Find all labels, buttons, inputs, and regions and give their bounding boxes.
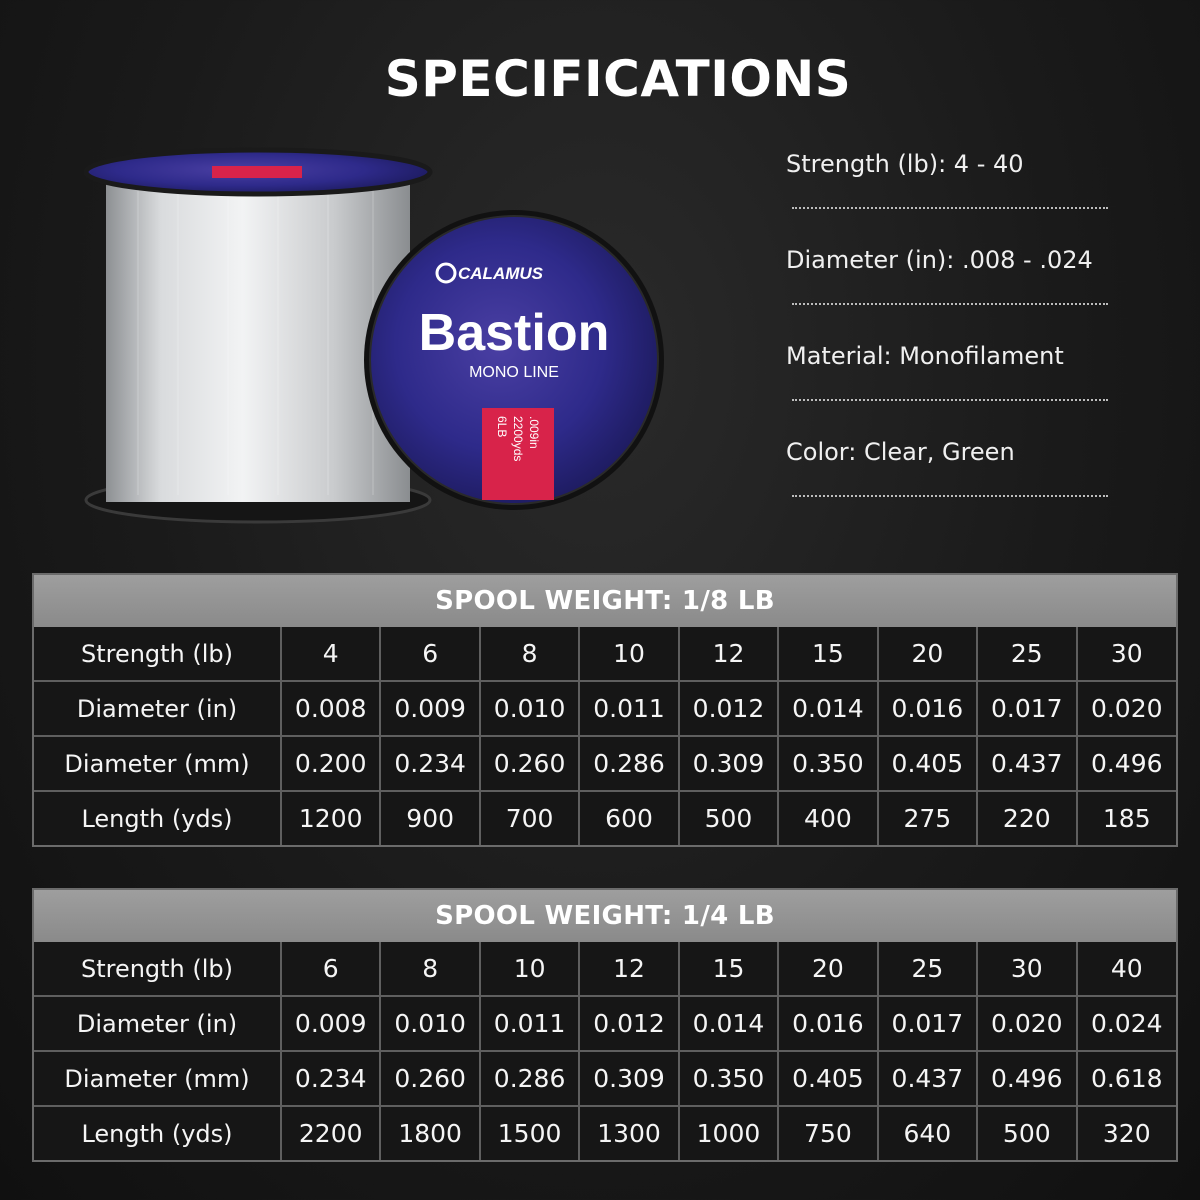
table-cell: 0.405 bbox=[778, 1051, 877, 1106]
table-cell: 0.017 bbox=[977, 681, 1076, 736]
spec-list bbox=[786, 150, 1116, 534]
table-header: SPOOL WEIGHT: 1/4 LB bbox=[34, 890, 1176, 942]
table-cell: 0.286 bbox=[480, 1051, 579, 1106]
table-cell: 500 bbox=[977, 1106, 1076, 1160]
spool-table-quarter-lb bbox=[32, 888, 1178, 1162]
row-label: Length (yds) bbox=[34, 791, 281, 845]
table-cell: 0.016 bbox=[878, 681, 977, 736]
row-label: Diameter (in) bbox=[34, 681, 281, 736]
table-cell: 25 bbox=[977, 627, 1076, 681]
table-row bbox=[34, 627, 1176, 681]
table-row bbox=[34, 1106, 1176, 1160]
table-cell: 0.437 bbox=[977, 736, 1076, 791]
table-cell: 0.011 bbox=[579, 681, 678, 736]
table-cell: 10 bbox=[480, 942, 579, 996]
table-row bbox=[34, 942, 1176, 996]
table-cell: 15 bbox=[679, 942, 778, 996]
table-row bbox=[34, 996, 1176, 1051]
table-cell: 185 bbox=[1077, 791, 1177, 845]
table-cell: 8 bbox=[480, 627, 579, 681]
table-cell: 0.234 bbox=[281, 1051, 380, 1106]
table-cell: 220 bbox=[977, 791, 1076, 845]
table-cell: 0.011 bbox=[480, 996, 579, 1051]
spec-item-diameter bbox=[786, 246, 1116, 342]
table-cell: 0.017 bbox=[878, 996, 977, 1051]
table-cell: 0.405 bbox=[878, 736, 977, 791]
table-cell: 0.350 bbox=[778, 736, 877, 791]
table-cell: 1500 bbox=[480, 1106, 579, 1160]
row-label: Strength (lb) bbox=[34, 627, 281, 681]
table-cell: 0.012 bbox=[679, 681, 778, 736]
table-cell: 400 bbox=[778, 791, 877, 845]
table-cell: 0.014 bbox=[679, 996, 778, 1051]
table-cell: 320 bbox=[1077, 1106, 1177, 1160]
spec-item-material bbox=[786, 342, 1116, 438]
product-name-text: Bastion bbox=[418, 304, 610, 362]
table-cell: 20 bbox=[878, 627, 977, 681]
spec-text: Material: Monofilament bbox=[786, 342, 1064, 370]
spec-item-color bbox=[786, 438, 1116, 534]
tag-line-3: .009in bbox=[527, 416, 541, 449]
table-header: SPOOL WEIGHT: 1/8 LB bbox=[34, 575, 1176, 627]
table-cell: 2200 bbox=[281, 1106, 380, 1160]
table-cell: 1300 bbox=[579, 1106, 678, 1160]
table-cell: 0.020 bbox=[1077, 681, 1177, 736]
spec-table bbox=[34, 627, 1176, 845]
table-cell: 15 bbox=[778, 627, 877, 681]
table-cell: 1800 bbox=[380, 1106, 479, 1160]
table-cell: 4 bbox=[281, 627, 380, 681]
table-cell: 750 bbox=[778, 1106, 877, 1160]
tag-line-1: 6LB bbox=[495, 416, 509, 438]
table-cell: 275 bbox=[878, 791, 977, 845]
product-subtitle-text: MONO LINE bbox=[469, 364, 559, 381]
table-cell: 25 bbox=[878, 942, 977, 996]
table-row bbox=[34, 791, 1176, 845]
table-cell: 1200 bbox=[281, 791, 380, 845]
table-cell: 20 bbox=[778, 942, 877, 996]
table-cell: 0.260 bbox=[480, 736, 579, 791]
table-cell: 0.350 bbox=[679, 1051, 778, 1106]
table-cell: 1000 bbox=[679, 1106, 778, 1160]
row-label: Length (yds) bbox=[34, 1106, 281, 1160]
table-cell: 6 bbox=[281, 942, 380, 996]
row-label: Diameter (mm) bbox=[34, 1051, 281, 1106]
spec-text: Diameter (in): .008 - .024 bbox=[786, 246, 1093, 274]
divider bbox=[792, 207, 1108, 209]
table-cell: 0.009 bbox=[380, 681, 479, 736]
page-title: SPECIFICATIONS bbox=[384, 50, 852, 108]
table-cell: 0.260 bbox=[380, 1051, 479, 1106]
table-cell: 0.010 bbox=[480, 681, 579, 736]
table-row bbox=[34, 736, 1176, 791]
row-label: Strength (lb) bbox=[34, 942, 281, 996]
table-cell: 0.024 bbox=[1077, 996, 1177, 1051]
spec-text: Color: Clear, Green bbox=[786, 438, 1015, 466]
tag-line-2: 2200yds bbox=[511, 416, 525, 462]
table-cell: 0.200 bbox=[281, 736, 380, 791]
divider bbox=[792, 495, 1108, 497]
spec-table bbox=[34, 942, 1176, 1160]
product-image bbox=[78, 140, 678, 540]
divider bbox=[792, 399, 1108, 401]
spool-table-eighth-lb bbox=[32, 573, 1178, 847]
table-cell: 30 bbox=[1077, 627, 1177, 681]
table-row bbox=[34, 681, 1176, 736]
row-label: Diameter (in) bbox=[34, 996, 281, 1051]
table-cell: 900 bbox=[380, 791, 479, 845]
table-cell: 30 bbox=[977, 942, 1076, 996]
table-cell: 0.496 bbox=[1077, 736, 1177, 791]
table-cell: 0.008 bbox=[281, 681, 380, 736]
spec-item-strength bbox=[786, 150, 1116, 246]
table-cell: 600 bbox=[579, 791, 678, 845]
table-cell: 0.016 bbox=[778, 996, 877, 1051]
table-cell: 8 bbox=[380, 942, 479, 996]
table-cell: 0.020 bbox=[977, 996, 1076, 1051]
table-cell: 12 bbox=[579, 942, 678, 996]
table-cell: 0.286 bbox=[579, 736, 678, 791]
table-row bbox=[34, 1051, 1176, 1106]
table-cell: 12 bbox=[679, 627, 778, 681]
table-cell: 0.437 bbox=[878, 1051, 977, 1106]
table-cell: 0.012 bbox=[579, 996, 678, 1051]
table-cell: 0.309 bbox=[679, 736, 778, 791]
table-cell: 0.010 bbox=[380, 996, 479, 1051]
table-cell: 0.309 bbox=[579, 1051, 678, 1106]
table-cell: 0.014 bbox=[778, 681, 877, 736]
spec-text: Strength (lb): 4 - 40 bbox=[786, 150, 1024, 178]
table-cell: 0.234 bbox=[380, 736, 479, 791]
table-cell: 640 bbox=[878, 1106, 977, 1160]
table-cell: 500 bbox=[679, 791, 778, 845]
table-cell: 0.496 bbox=[977, 1051, 1076, 1106]
brand-logo-text: CALAMUS bbox=[458, 264, 543, 283]
table-cell: 10 bbox=[579, 627, 678, 681]
table-cell: 0.009 bbox=[281, 996, 380, 1051]
table-cell: 700 bbox=[480, 791, 579, 845]
table-cell: 40 bbox=[1077, 942, 1177, 996]
row-label: Diameter (mm) bbox=[34, 736, 281, 791]
table-cell: 0.618 bbox=[1077, 1051, 1177, 1106]
divider bbox=[792, 303, 1108, 305]
table-cell: 6 bbox=[380, 627, 479, 681]
